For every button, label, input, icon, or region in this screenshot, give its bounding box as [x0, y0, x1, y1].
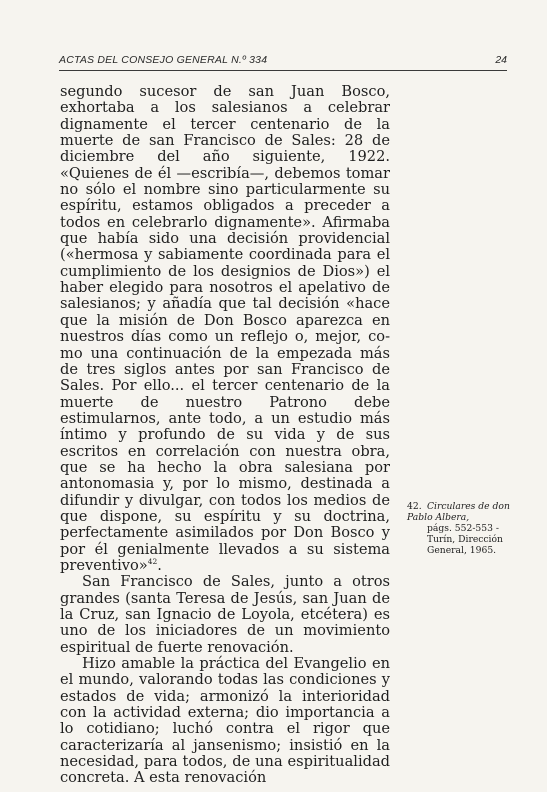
paragraph-1 — [60, 84, 390, 574]
paragraph-1-text: segundo sucesor de san Juan Bosco, exhortaba a los salesianos a celebrar dignamente el tercer centenario de la muerte de san Francisco de Sales: 28 de diciembre del año siguiente, 1922. «Quienes de él —escribía—, debemos tomar no sólo el nombre sino particularmente su espíritu, estamos obligados a preceder a todos en celebrarlo dignamente». Afirmaba que había sido una decisión providencial («hermosa y sabiamente coordinada para el cumplimiento de los designios de Dios») el haber elegido para nosotros el apelativo de salesianos; y añadía que tal decisión «hace que la misión de Don Bosco aparezca en nuestros días como un reflejo o, mejor, como una continuación de la empezada más de tres siglos antes por san Francisco de Sales. Por ello... el tercer centenario de la muerte de nuestro Patrono debe estimularnos, ante todo, a un estudio más íntimo y profundo de su vida y de sus escritos en correlación con nuestra obra, que se ha hecho la obra salesiana por antonomasia y, por lo mismo, destinada a difundir y divulgar, con todos los medios de que dispone, su espíritu y su doctrina, perfectamente asimilados por Don Bosco y por él genialmente llevados a su sistema preventivo» — [60, 83, 390, 574]
footnote-details: págs. 552-553 - Turín, Dirección General, 1965. — [427, 523, 503, 556]
page-number: 24 — [495, 54, 507, 66]
running-title: ACTAS DEL CONSEJO GENERAL N.º 334 — [59, 54, 268, 66]
footnote-42 — [407, 501, 511, 556]
paragraph-3: Hizo amable la práctica del Evangelio en el mundo, valorando todas las condiciones y estados de vida; armonizó la interioridad con la actividad externa; dio importancia a lo cotidiano; luchó contra el rigor que caracterizaría al jansenismo; insistió en la necesidad, para todos, de una espiritualidad concreta. A esta renovación — [60, 655, 390, 787]
main-text — [60, 84, 390, 787]
footnote-ref-42: 42 — [147, 557, 158, 567]
footnote-title: Circulares de don Pablo Albera, — [407, 501, 510, 523]
footnote-number: 42. — [407, 501, 422, 512]
paragraph-1-tail: . — [157, 556, 162, 574]
paragraph-2: San Francisco de Sales, junto a otros grandes (santa Teresa de Jesús, san Juan de la Cruz, san Ignacio de Loyola, etcétera) es uno de los iniciadores de un movimiento espiritual de fuerte renovación. — [60, 573, 390, 656]
running-header — [59, 54, 507, 71]
